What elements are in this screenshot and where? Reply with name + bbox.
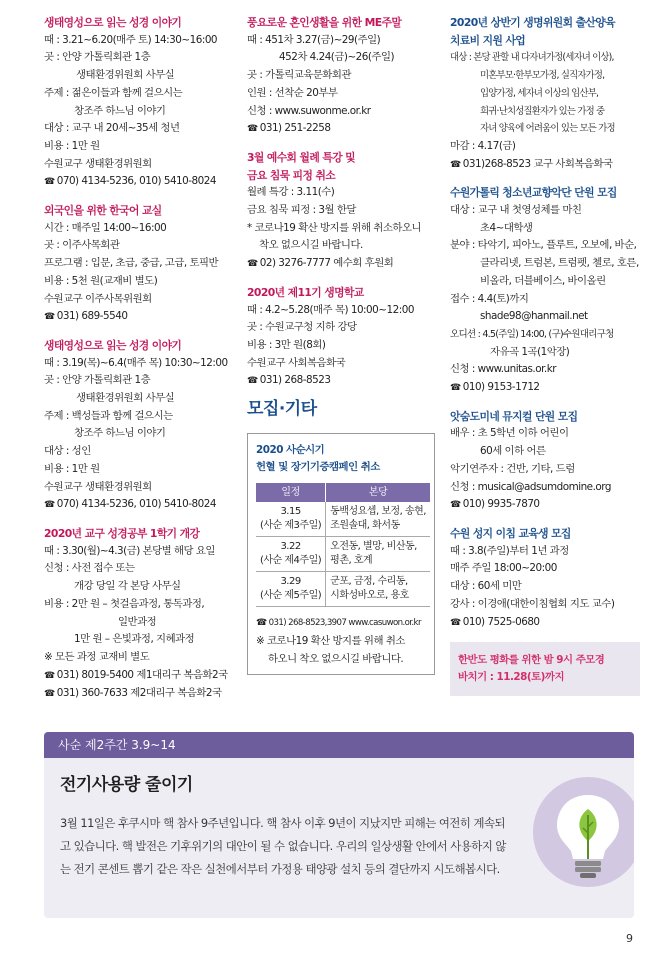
phone-icon: ☎ — [256, 618, 267, 629]
info-line: 때 : 3.30(월)~4.3(금) 본당별 해당 요일 — [44, 544, 215, 557]
info-line: 비용 : 1만 원 — [44, 139, 100, 152]
info-line: 곳 : 가톨릭교육문화회관 — [247, 69, 351, 82]
info-line: 비용 : 1만 원 — [44, 462, 100, 475]
banner-title: 전기사용량 줄이기 — [60, 775, 193, 795]
info-line: 클라리넷, 트럼본, 트럼펫, 첼로, 호른, — [480, 257, 639, 270]
notice-title-line2: 헌혈 및 장기기증캠페인 취소 — [256, 461, 380, 474]
info-line: 452차 4.24(금)~26(주일) — [279, 51, 395, 64]
phone-number: 031) 689-5540 — [56, 310, 128, 323]
schedule-date-cell — [256, 572, 326, 607]
sunday-label: (사순 제4주일) — [260, 555, 322, 567]
info-line: 곳 : 수원교구청 지하 강당 — [247, 321, 357, 334]
info-line: 배우 : 초 5학년 이하 어린이 — [450, 427, 569, 440]
info-line: 착오 없으시길 바랍니다. — [259, 239, 363, 252]
parish-line: 오전동, 별망, 비산동, — [330, 541, 417, 553]
email-line: shade98@hanmail.net — [480, 310, 588, 323]
phone-line — [247, 120, 435, 139]
section-title: 생태영성으로 읽는 성경 이야기 — [44, 338, 182, 352]
parish-line: 평촌, 호계 — [330, 555, 373, 567]
parish-line: 동백성요셉, 보정, 송현, — [330, 506, 426, 518]
phone-line — [450, 379, 640, 398]
notice-title-line1: 2020 사순시기 — [256, 443, 325, 456]
notice-line: ※ 코로나19 확산 방지를 위해 취소 — [256, 634, 405, 647]
lightbulb-icon — [533, 777, 634, 887]
info-line: 월례 특강 : 3.11(수) — [247, 186, 335, 199]
phone-line — [247, 255, 435, 274]
info-line: 때 : 3.8(주일)부터 1년 과정 — [450, 544, 569, 557]
info-line: 비용 : 3만 원(8회) — [247, 338, 326, 351]
phone-line — [450, 614, 640, 633]
phone-line — [450, 496, 640, 515]
info-line: 생태환경위원회 사무실 — [76, 392, 175, 405]
info-line: 신청 : musical@adsumdomine.org — [450, 480, 611, 493]
info-line: 대상 : 성인 — [44, 445, 91, 458]
phone-number: 031) 8019-5400 제1대리구 복음화2국 — [56, 668, 228, 681]
info-line: 접수 : 4.4(토)까지 — [450, 292, 529, 305]
peace-line: 바치기 : 11.28(토)까지 — [458, 671, 564, 684]
info-line: 신청 : www.suwonme.or.kr — [247, 104, 371, 117]
date: 3.15 — [280, 506, 301, 518]
info-line: 주제 : 백성들과 함께 걸으시는 — [44, 409, 173, 422]
section-youth-orchestra — [450, 184, 640, 397]
info-line: 미혼부모·한부모가정, 실직자가정, — [480, 70, 605, 82]
info-line: 오디션 : 4.5(주일) 14:00, (구)수원대리구청 — [450, 328, 614, 340]
section-life-school — [247, 284, 435, 391]
table-row — [256, 572, 430, 607]
info-line: 창조주 하느님 이야기 — [74, 104, 166, 117]
section-title: 외국인을 위한 한국어 교실 — [44, 204, 162, 218]
info-line: 1만 원 – 은빛과정, 지혜과정 — [74, 633, 195, 646]
parish-cell — [326, 502, 430, 537]
phone-line — [256, 615, 426, 633]
phone-line — [247, 372, 435, 391]
section-jesuit-lecture — [247, 149, 435, 274]
phone-number: 070) 4134-5236, 010) 5410-8024 — [56, 175, 216, 188]
section-title-line1: 3월 예수회 월례 특강 및 — [247, 150, 356, 164]
section-title: 생태영성으로 읽는 성경 이야기 — [44, 16, 182, 29]
phone-number: 070) 4134-5236, 010) 5410-8024 — [56, 498, 216, 511]
info-line: 비올라, 더블베이스, 바이올린 — [480, 274, 606, 287]
info-line: 신청 : www.unitas.or.kr — [450, 363, 557, 376]
info-line: 창조주 하느님 이야기 — [74, 427, 166, 440]
info-line: 시간 : 매주일 14:00~16:00 — [44, 221, 167, 234]
section-childcare-support — [450, 14, 640, 174]
table-header-row — [256, 483, 430, 502]
info-line: 곳 : 안양 가톨릭회관 1층 — [44, 51, 151, 64]
section-title: 2020년 제11기 생명학교 — [247, 285, 364, 299]
parish-line: 군포, 금정, 수리동, — [330, 576, 408, 588]
info-line: 강사 : 이경애(대한이침협회 지도 교수) — [450, 597, 615, 610]
phone-icon: ☎ — [44, 500, 55, 511]
info-line: 신청 : 사전 접수 또는 — [44, 562, 135, 575]
phone-icon: ☎ — [450, 383, 461, 394]
section-title-line2: 금요 침묵 피정 취소 — [247, 168, 336, 182]
column-1 — [44, 14, 232, 714]
column-2 — [247, 14, 435, 675]
phone-icon: ☎ — [44, 312, 55, 323]
section-title: 풍요로운 혼인생활을 위한 ME주말 — [247, 16, 402, 29]
info-line: 곳 : 이주사목회관 — [44, 239, 120, 252]
info-line: 비용 : 2만 원 – 첫걸음과정, 통독과정, — [44, 597, 205, 610]
info-line: 악기연주자 : 건반, 기타, 드럼 — [450, 462, 575, 475]
section-title: 수원 성지 이침 교육생 모집 — [450, 526, 571, 540]
phone-line — [44, 496, 232, 515]
info-line: 입양가정, 세자녀 이상의 임산부, — [480, 87, 599, 99]
info-line: 생태환경위원회 사무실 — [76, 69, 175, 82]
section-title-line2: 치료비 지원 사업 — [450, 33, 526, 47]
info-line: 자녀 양육에 어려움이 있는 모든 가정 — [480, 123, 615, 135]
phone-line — [450, 156, 640, 175]
sunday-label: (사순 제3주일) — [260, 520, 322, 532]
section-eco-bible-adult — [44, 337, 232, 515]
phone-number: 031)268-8523 교구 사회복음화국 — [462, 157, 613, 170]
banner-body-text: 3월 11일은 후쿠시마 핵 참사 9주년입니다. 핵 참사 이후 9년이 지났지만 피해는 여전히 계속되고 있습니다. 핵 발전은 기후위기의 대안이 될 수 없습니다. 우리의 일상생활 안에서 사용하지 않는 전기 콘센트 뽑기 같은 작은 실천에서부터 가정용 태양광 설치 등의 결단까지 시도해봅시다. — [60, 816, 506, 876]
parish-line: 시화성바오로, 용호 — [330, 590, 409, 602]
info-line: * 코로나19 확산 방지를 위해 취소하오니 — [247, 221, 421, 234]
phone-icon: ☎ — [450, 500, 461, 511]
info-line: 마감 : 4.17(금) — [450, 139, 516, 152]
info-line: ※ 모든 과정 교재비 별도 — [44, 650, 150, 663]
page-number: 9 — [626, 932, 633, 945]
phone-number: 031) 360-7633 제2대리구 복음화2국 — [56, 687, 222, 700]
phone-icon: ☎ — [247, 124, 258, 135]
info-line: 수원교구 이주사목위원회 — [44, 292, 152, 305]
phone-number: 010) 9935-7870 — [462, 498, 540, 511]
section-korean-class — [44, 202, 232, 327]
parish-cell — [326, 537, 430, 572]
table-row — [256, 502, 430, 537]
info-line: 수원교구 생태환경위원회 — [44, 480, 152, 493]
schedule-date-cell — [256, 502, 326, 537]
section-musical — [450, 408, 640, 515]
blood-donation-notice-box — [247, 433, 435, 676]
schedule-table — [256, 483, 430, 607]
info-line: 수원교구 사회복음화국 — [247, 356, 346, 369]
info-line: 비용 : 5천 원(교재비 별도) — [44, 274, 158, 287]
phone-icon: ☎ — [247, 376, 258, 387]
section-bible-study — [44, 525, 232, 704]
info-line: 개강 당일 각 본당 사무실 — [74, 580, 181, 593]
info-line: 수원교구 생태환경위원회 — [44, 157, 152, 170]
phone-number: 010) 9153-1712 — [462, 381, 540, 394]
lightbulb-illustration — [533, 777, 634, 887]
phone-number: 031) 268-8523 — [259, 374, 331, 387]
peace-line: 한반도 평화를 위한 밤 9시 주모경 — [458, 654, 605, 667]
phone-icon: ☎ — [44, 177, 55, 188]
info-line: 매주 주일 18:00~20:00 — [450, 562, 557, 575]
date: 3.29 — [280, 576, 301, 588]
info-line: 때 : 4.2~5.28(매주 목) 10:00~12:00 — [247, 303, 414, 316]
info-line: 대상 : 교구 내 첫영성체를 마친 — [450, 204, 582, 217]
table-header-date: 일정 — [256, 483, 326, 502]
section-title: 앗숨도미네 뮤지컬 단원 모집 — [450, 409, 578, 423]
phone-number: 02) 3276-7777 예수회 후원회 — [259, 257, 394, 270]
info-line: 인원 : 선착순 20부부 — [247, 86, 338, 99]
date: 3.22 — [280, 541, 301, 553]
info-line: 희귀·난치성질환자가 있는 가정 중 — [480, 105, 605, 117]
info-line: 일반과정 — [118, 615, 157, 628]
phone-line — [44, 667, 232, 686]
section-title: 수원가톨릭 청소년교향악단 단원 모집 — [450, 186, 617, 200]
phone-line — [44, 685, 232, 704]
contact-info: 031) 268-8523,3907 www.casuwon.or.kr — [268, 618, 421, 629]
info-line: 때 : 451차 3.27(금)~29(주일) — [247, 33, 381, 46]
info-line: 곳 : 안양 가톨릭회관 1층 — [44, 374, 151, 387]
section-eco-bible-youth — [44, 14, 232, 192]
info-line: 분야 : 타악기, 피아노, 플루트, 오보에, 바순, — [450, 239, 637, 252]
recruit-section-heading: 모집·기타 — [247, 399, 317, 420]
info-line: 프로그램 : 입문, 초급, 중급, 고급, 토픽반 — [44, 257, 219, 270]
section-acupuncture — [450, 525, 640, 632]
section-title: 2020년 교구 성경공부 1학기 개강 — [44, 526, 200, 540]
section-title-line1: 2020년 상반기 생명위원회 출산양육 — [450, 16, 615, 29]
section-me-weekend — [247, 14, 435, 139]
phone-icon: ☎ — [247, 259, 258, 270]
schedule-date-cell — [256, 537, 326, 572]
banner-header: 사순 제2주간 3.9~14 — [44, 732, 634, 758]
info-line: 60세 이하 어른 — [480, 445, 546, 458]
column-3 — [450, 14, 640, 696]
phone-icon: ☎ — [44, 689, 55, 700]
info-line: 때 : 3.21~6.20(매주 토) 14:30~16:00 — [44, 33, 218, 46]
phone-line — [44, 173, 232, 192]
info-line: 초4~대학생 — [480, 221, 533, 234]
info-line: 금요 침묵 피정 : 3월 한달 — [247, 204, 356, 217]
lent-action-banner — [44, 732, 634, 918]
info-line: 자유곡 1곡(1악장) — [490, 345, 570, 358]
info-line: 때 : 3.19(목)~6.4(매주 목) 10:30~12:00 — [44, 356, 228, 369]
phone-number: 010) 7525-0680 — [462, 615, 540, 628]
info-line: 대상 : 교구 내 20세~35세 청년 — [44, 122, 180, 135]
info-line: 주제 : 젊은이들과 함께 걸으시는 — [44, 86, 183, 99]
peace-prayer-box — [450, 642, 640, 696]
phone-icon: ☎ — [450, 617, 461, 628]
parish-line: 조원솔대, 화서동 — [330, 520, 400, 532]
phone-line — [44, 308, 232, 327]
table-header-parish: 본당 — [326, 483, 430, 502]
sunday-label: (사순 제5주일) — [260, 590, 322, 602]
info-line: 대상 : 본당 관할 내 다자녀가정(세자녀 이상), — [450, 52, 614, 64]
phone-number: 031) 251-2258 — [259, 122, 331, 135]
notice-line: 하오니 착오 없으시길 바랍니다. — [268, 652, 404, 665]
parish-cell — [326, 572, 430, 607]
phone-icon: ☎ — [44, 670, 55, 681]
phone-icon: ☎ — [450, 159, 461, 170]
table-row — [256, 537, 430, 572]
info-line: 대상 : 60세 미만 — [450, 580, 522, 593]
